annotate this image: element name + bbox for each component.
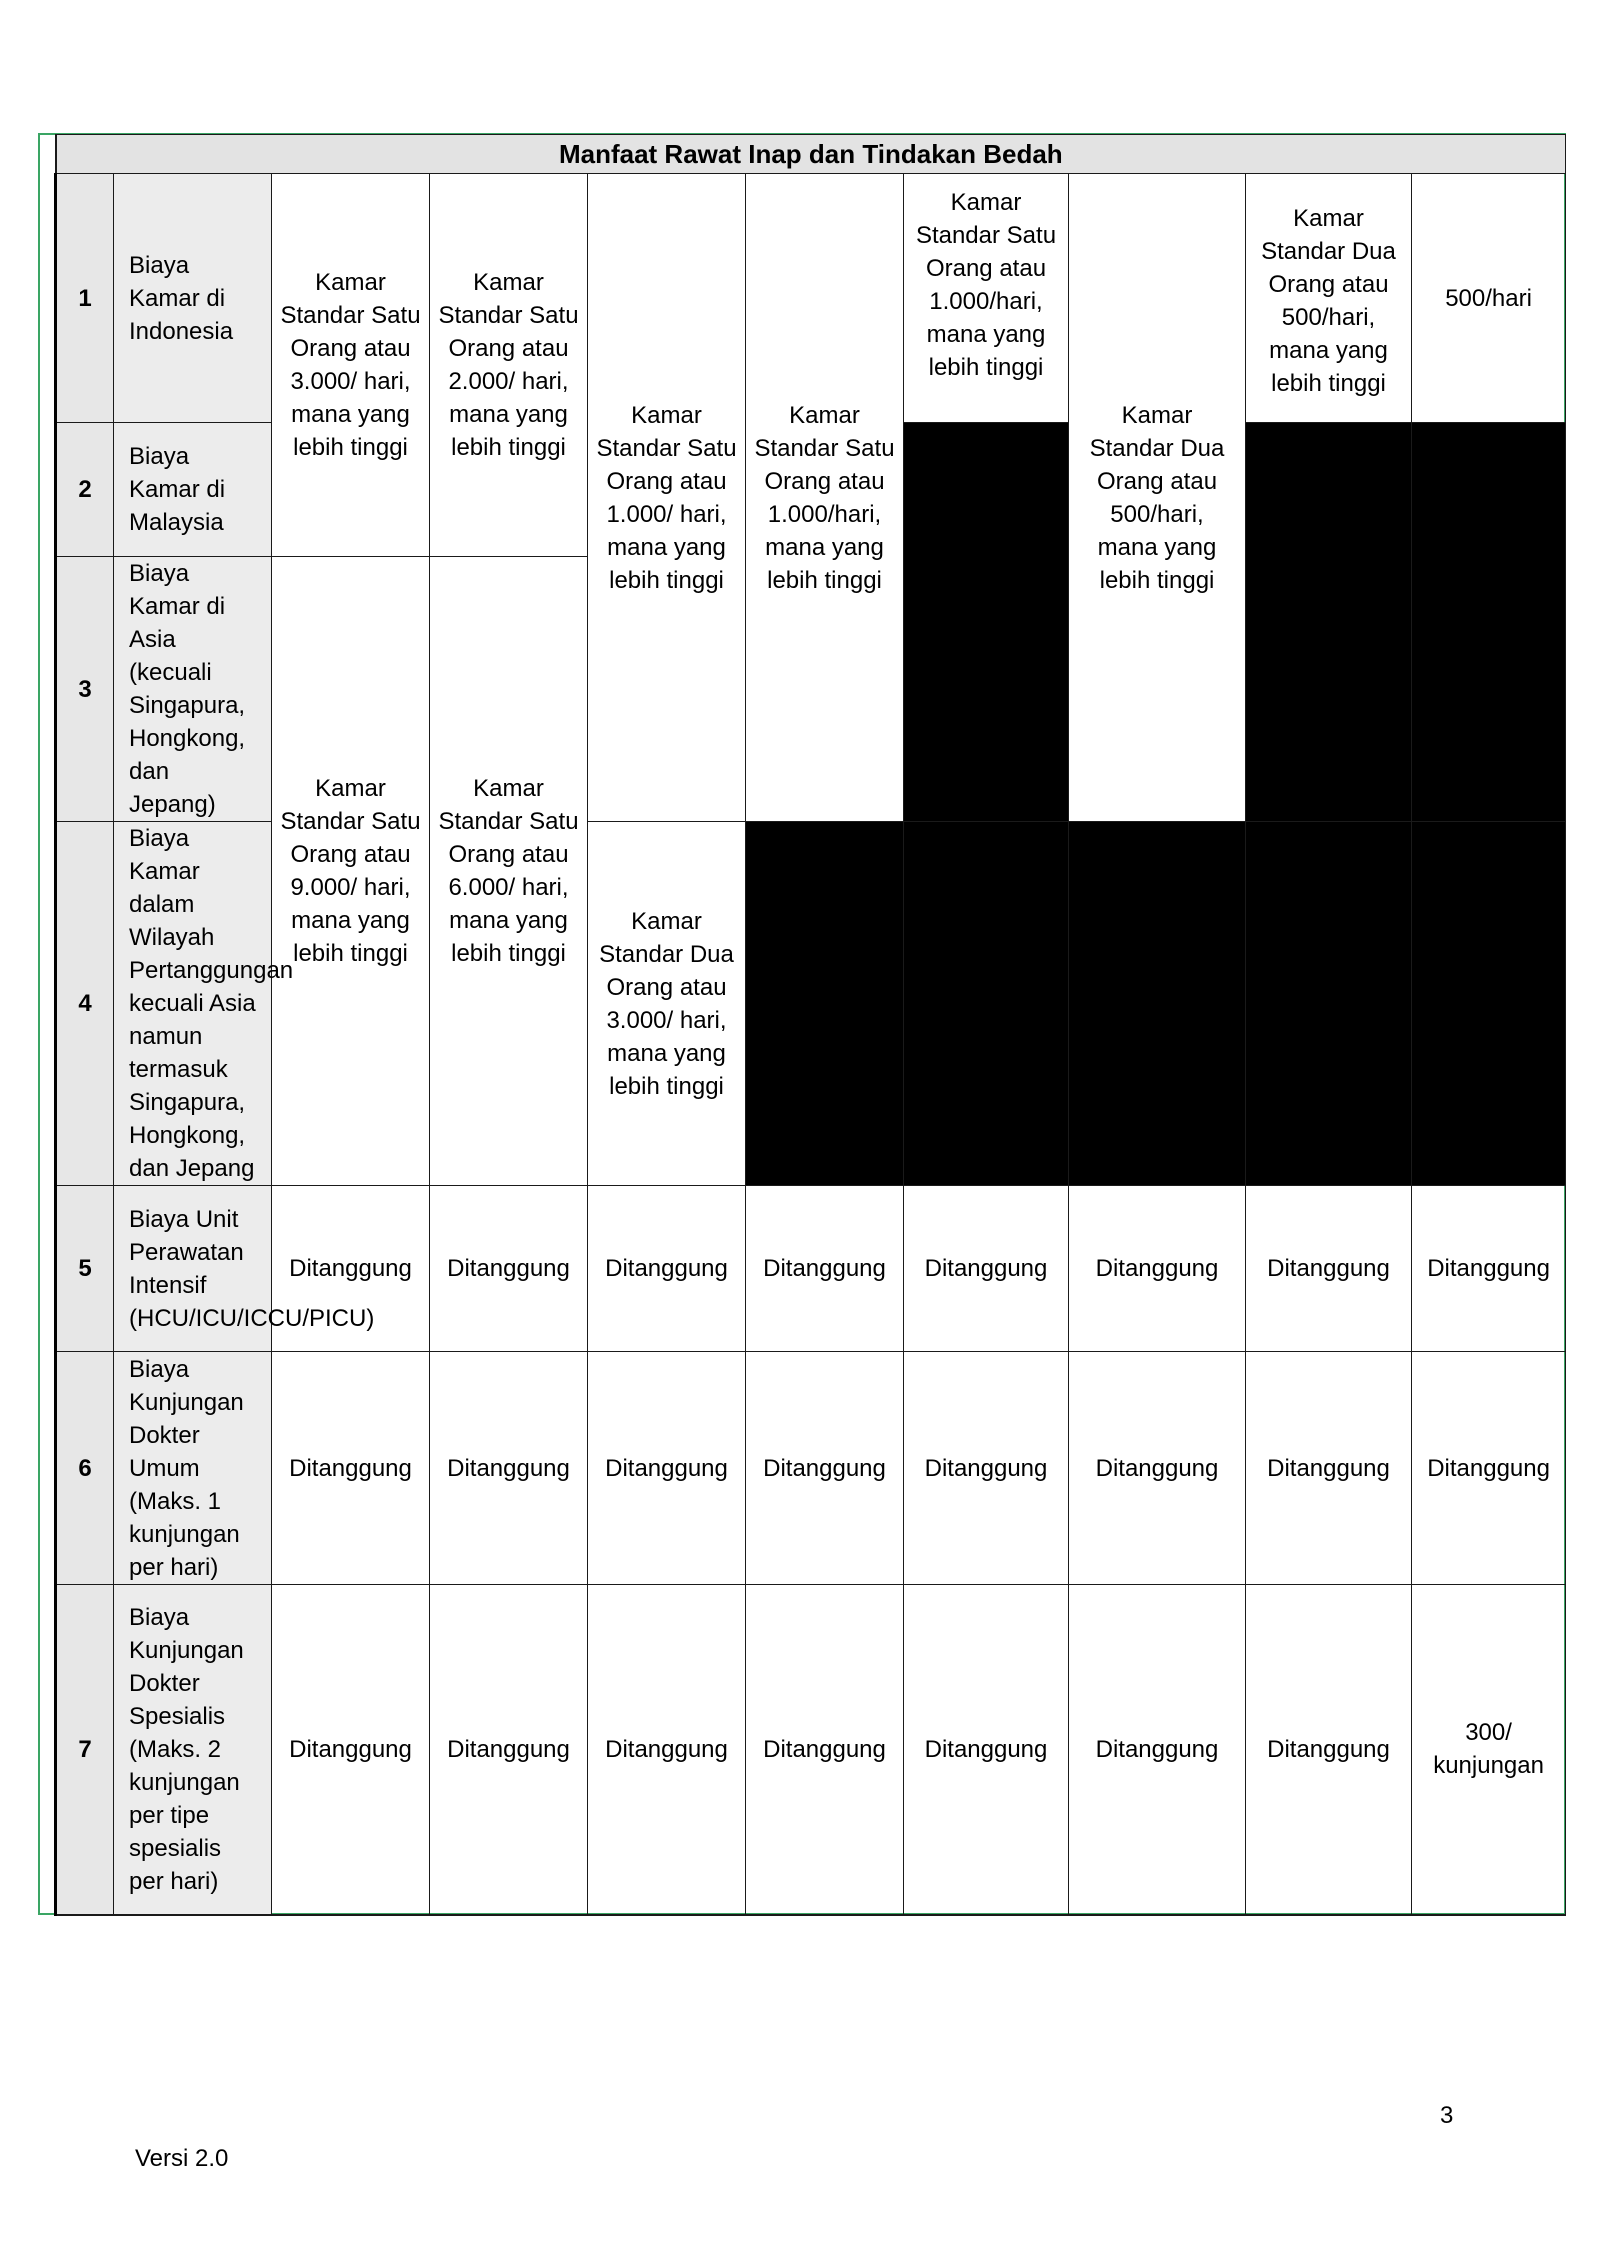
row-number: 2	[56, 423, 114, 557]
table-row	[56, 1186, 1566, 1352]
blacked-out-cell	[1069, 822, 1246, 1186]
blacked-out-cell	[1412, 822, 1566, 1186]
covered-cell: Ditanggung	[904, 1585, 1069, 1915]
covered-cell: Ditanggung	[430, 1352, 588, 1585]
room-cell: Kamar Standar Dua Orang atau 500/hari, mana yang lebih tinggi	[1069, 174, 1246, 822]
blacked-out-cell	[904, 822, 1069, 1186]
blacked-out-cell	[1412, 423, 1566, 822]
row-label: Biaya Kamar di Malaysia	[114, 423, 272, 557]
room-cell: Kamar Standar Satu Orang atau 9.000/ hari, mana yang lebih tinggi	[272, 557, 430, 1186]
version-label: Versi 2.0	[135, 2145, 229, 2172]
covered-cell: Ditanggung	[272, 1352, 430, 1585]
table-title-row	[56, 135, 1566, 174]
row-label: Biaya Kunjungan Dokter Spesialis (Maks. 2 kunjungan per tipe spesialis per hari)	[114, 1585, 272, 1915]
covered-cell: Ditanggung	[1069, 1352, 1246, 1585]
covered-cell: Ditanggung	[1246, 1186, 1412, 1352]
room-cell: Kamar Standar Satu Orang atau 1.000/hari, mana yang lebih tinggi	[904, 174, 1069, 423]
table-title: Manfaat Rawat Inap dan Tindakan Bedah	[56, 135, 1566, 174]
covered-cell: Ditanggung	[272, 1186, 430, 1352]
covered-cell: Ditanggung	[746, 1186, 904, 1352]
covered-cell: Ditanggung	[1069, 1585, 1246, 1915]
table-row	[56, 174, 1566, 423]
row-number: 6	[56, 1352, 114, 1585]
room-cell: Kamar Standar Satu Orang atau 6.000/ hari, mana yang lebih tinggi	[430, 557, 588, 1186]
blacked-out-cell	[1246, 822, 1412, 1186]
blacked-out-cell	[1246, 423, 1412, 822]
visit-fee-cell: 300/ kunjungan	[1412, 1585, 1566, 1915]
covered-cell: Ditanggung	[1412, 1352, 1566, 1585]
row-label: Biaya Kamar di Indonesia	[114, 174, 272, 423]
covered-cell: Ditanggung	[272, 1585, 430, 1915]
covered-cell: Ditanggung	[746, 1352, 904, 1585]
row-label: Biaya Unit Perawatan Intensif (HCU/ICU/ICCU/PICU)	[114, 1186, 272, 1352]
room-cell: Kamar Standar Satu Orang atau 3.000/ hari, mana yang lebih tinggi	[272, 174, 430, 557]
room-cell: Kamar Standar Dua Orang atau 500/hari, mana yang lebih tinggi	[1246, 174, 1412, 423]
covered-cell: Ditanggung	[588, 1352, 746, 1585]
blacked-out-cell	[746, 822, 904, 1186]
room-cell: Kamar Standar Dua Orang atau 3.000/ hari, mana yang lebih tinggi	[588, 822, 746, 1186]
room-cell: Kamar Standar Satu Orang atau 1.000/hari, mana yang lebih tinggi	[746, 174, 904, 822]
row-number: 4	[56, 822, 114, 1186]
page-number: 3	[1440, 2102, 1454, 2129]
row-label: Biaya Kamar dalam Wilayah Pertanggungan kecuali Asia namun termasuk Singapura, Hongkong, dan Jepang	[114, 822, 272, 1186]
covered-cell: Ditanggung	[1412, 1186, 1566, 1352]
row-label: Biaya Kamar di Asia (kecuali Singapura, Hongkong, dan Jepang)	[114, 557, 272, 822]
covered-cell: Ditanggung	[1246, 1352, 1412, 1585]
room-cell: 500/hari	[1412, 174, 1566, 423]
table-row	[56, 1585, 1566, 1915]
row-number: 7	[56, 1585, 114, 1915]
covered-cell: Ditanggung	[1246, 1585, 1412, 1915]
covered-cell: Ditanggung	[1069, 1186, 1246, 1352]
covered-cell: Ditanggung	[904, 1186, 1069, 1352]
covered-cell: Ditanggung	[430, 1585, 588, 1915]
row-number: 5	[56, 1186, 114, 1352]
room-cell: Kamar Standar Satu Orang atau 2.000/ hari, mana yang lebih tinggi	[430, 174, 588, 557]
covered-cell: Ditanggung	[430, 1186, 588, 1352]
covered-cell: Ditanggung	[588, 1585, 746, 1915]
room-cell: Kamar Standar Satu Orang atau 1.000/ hari, mana yang lebih tinggi	[588, 174, 746, 822]
covered-cell: Ditanggung	[746, 1585, 904, 1915]
row-number: 3	[56, 557, 114, 822]
table-row	[56, 1352, 1566, 1585]
blacked-out-cell	[904, 423, 1069, 822]
row-label: Biaya Kunjungan Dokter Umum (Maks. 1 kunjungan per hari)	[114, 1352, 272, 1585]
covered-cell: Ditanggung	[904, 1352, 1069, 1585]
row-number: 1	[56, 174, 114, 423]
covered-cell: Ditanggung	[588, 1186, 746, 1352]
benefit-table	[54, 134, 1566, 1916]
